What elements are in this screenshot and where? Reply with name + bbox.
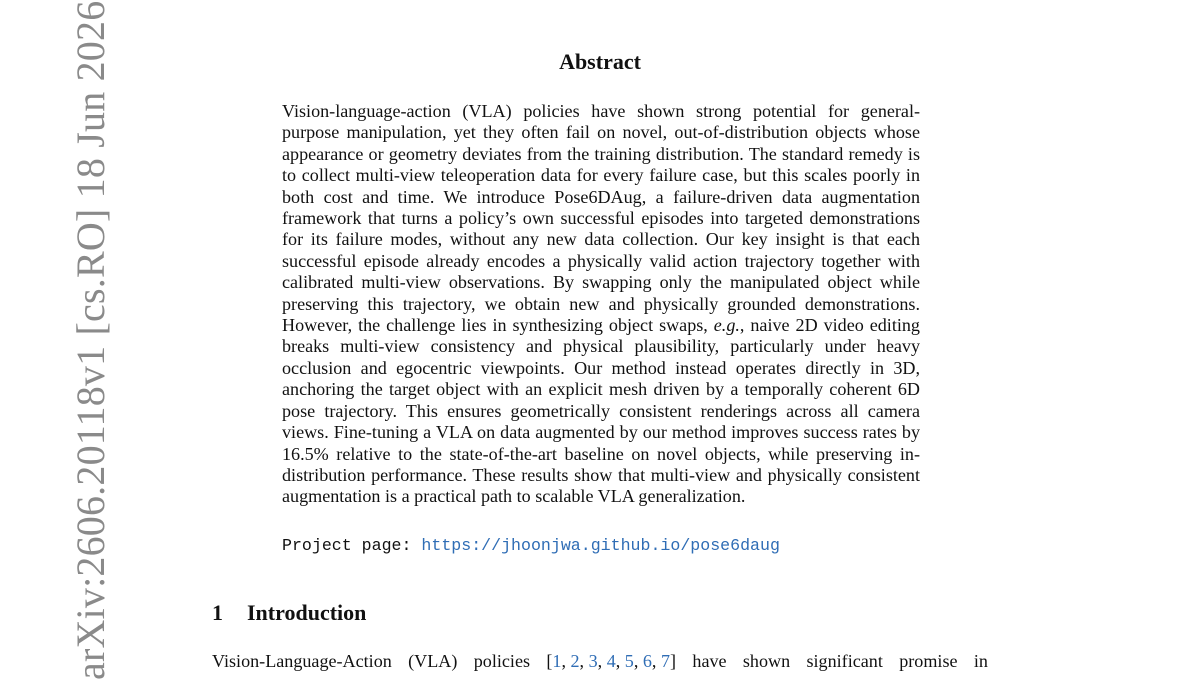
intro-word: Vision-Language-Action bbox=[212, 651, 392, 671]
citation-link-5[interactable]: 5 bbox=[624, 651, 634, 671]
project-page-link[interactable]: https://jhoonjwa.github.io/pose6daug bbox=[421, 536, 780, 555]
citation-link-3[interactable]: 3 bbox=[588, 651, 598, 671]
intro-word: in bbox=[973, 651, 988, 671]
abstract-heading: Abstract bbox=[559, 49, 641, 74]
intro-word: policies bbox=[473, 651, 531, 671]
section-number: 1 bbox=[212, 600, 223, 625]
section-heading-introduction bbox=[212, 598, 366, 628]
project-page-line bbox=[282, 535, 780, 557]
arxiv-identifier-stamp: arXiv:2606.20118v1 [cs.RO] 18 Jun 2026 bbox=[68, 0, 113, 680]
section-title: Introduction bbox=[247, 600, 367, 625]
intro-word: promise bbox=[899, 651, 958, 671]
intro-word: significant bbox=[806, 651, 883, 671]
citation-link-1[interactable]: 1 bbox=[552, 651, 562, 671]
citation-group: [1, 2, 3, 4, 5, 6, 7] bbox=[546, 651, 677, 671]
abstract-eg: e.g. bbox=[713, 315, 740, 336]
abstract-body bbox=[282, 101, 920, 508]
abstract-text-part-2: , naive 2D video editing breaks multi-view consistency and physical plausibility, particularly under heavy occlusion and egocentric viewpoints. Our method instead operates directly in 3D, anchoring the target object with an explicit mesh driven by a temporally coherent 6D pose trajectory. This ensures geometrically consistent renderings across all camera views. Fine-tuning a VLA on data augmented by our method improves success rates by 16.5% relative to the state-of-the-art baseline on novel objects, while preserving in-distribution performance. These results show that multi-view and physically consistent augmentation is a practical path to scalable VLA generalization. bbox=[282, 315, 920, 507]
intro-word: (VLA) bbox=[408, 651, 458, 671]
intro-word: have bbox=[692, 651, 727, 671]
citation-link-4[interactable]: 4 bbox=[606, 651, 616, 671]
introduction-first-line bbox=[212, 650, 988, 672]
citation-link-6[interactable]: 6 bbox=[642, 651, 652, 671]
abstract-text-part-1: Vision-language-action (VLA) policies have shown strong potential for general-purpose manipulation, yet they often fail on novel, out-of-distribution objects whose appearance or geometry deviates from the training distribution. The standard remedy is to collect multi-view teleoperation data for every failure case, but this scales poorly in both cost and time. We introduce Pose6DAug, a failure-driven data augmentation framework that turns a policy’s own successful episodes into targeted demonstrations for its failure modes, without any new data collection. Our key insight is that each successful episode already encodes a physically valid action trajectory together with calibrated multi-view observations. By swapping only the manipulated object while preserving this trajectory, we obtain new and physically grounded demonstrations. However, the challenge lies in synthesizing object swaps, bbox=[282, 101, 920, 336]
citation-bracket-close: ] bbox=[670, 651, 677, 671]
intro-word: shown bbox=[742, 651, 791, 671]
abstract-paragraph bbox=[282, 101, 920, 508]
citation-link-7[interactable]: 7 bbox=[660, 651, 671, 671]
citation-link-2[interactable]: 2 bbox=[570, 651, 580, 671]
project-page-label: Project page: bbox=[282, 536, 412, 555]
citation-bracket-open: [ bbox=[546, 651, 553, 671]
